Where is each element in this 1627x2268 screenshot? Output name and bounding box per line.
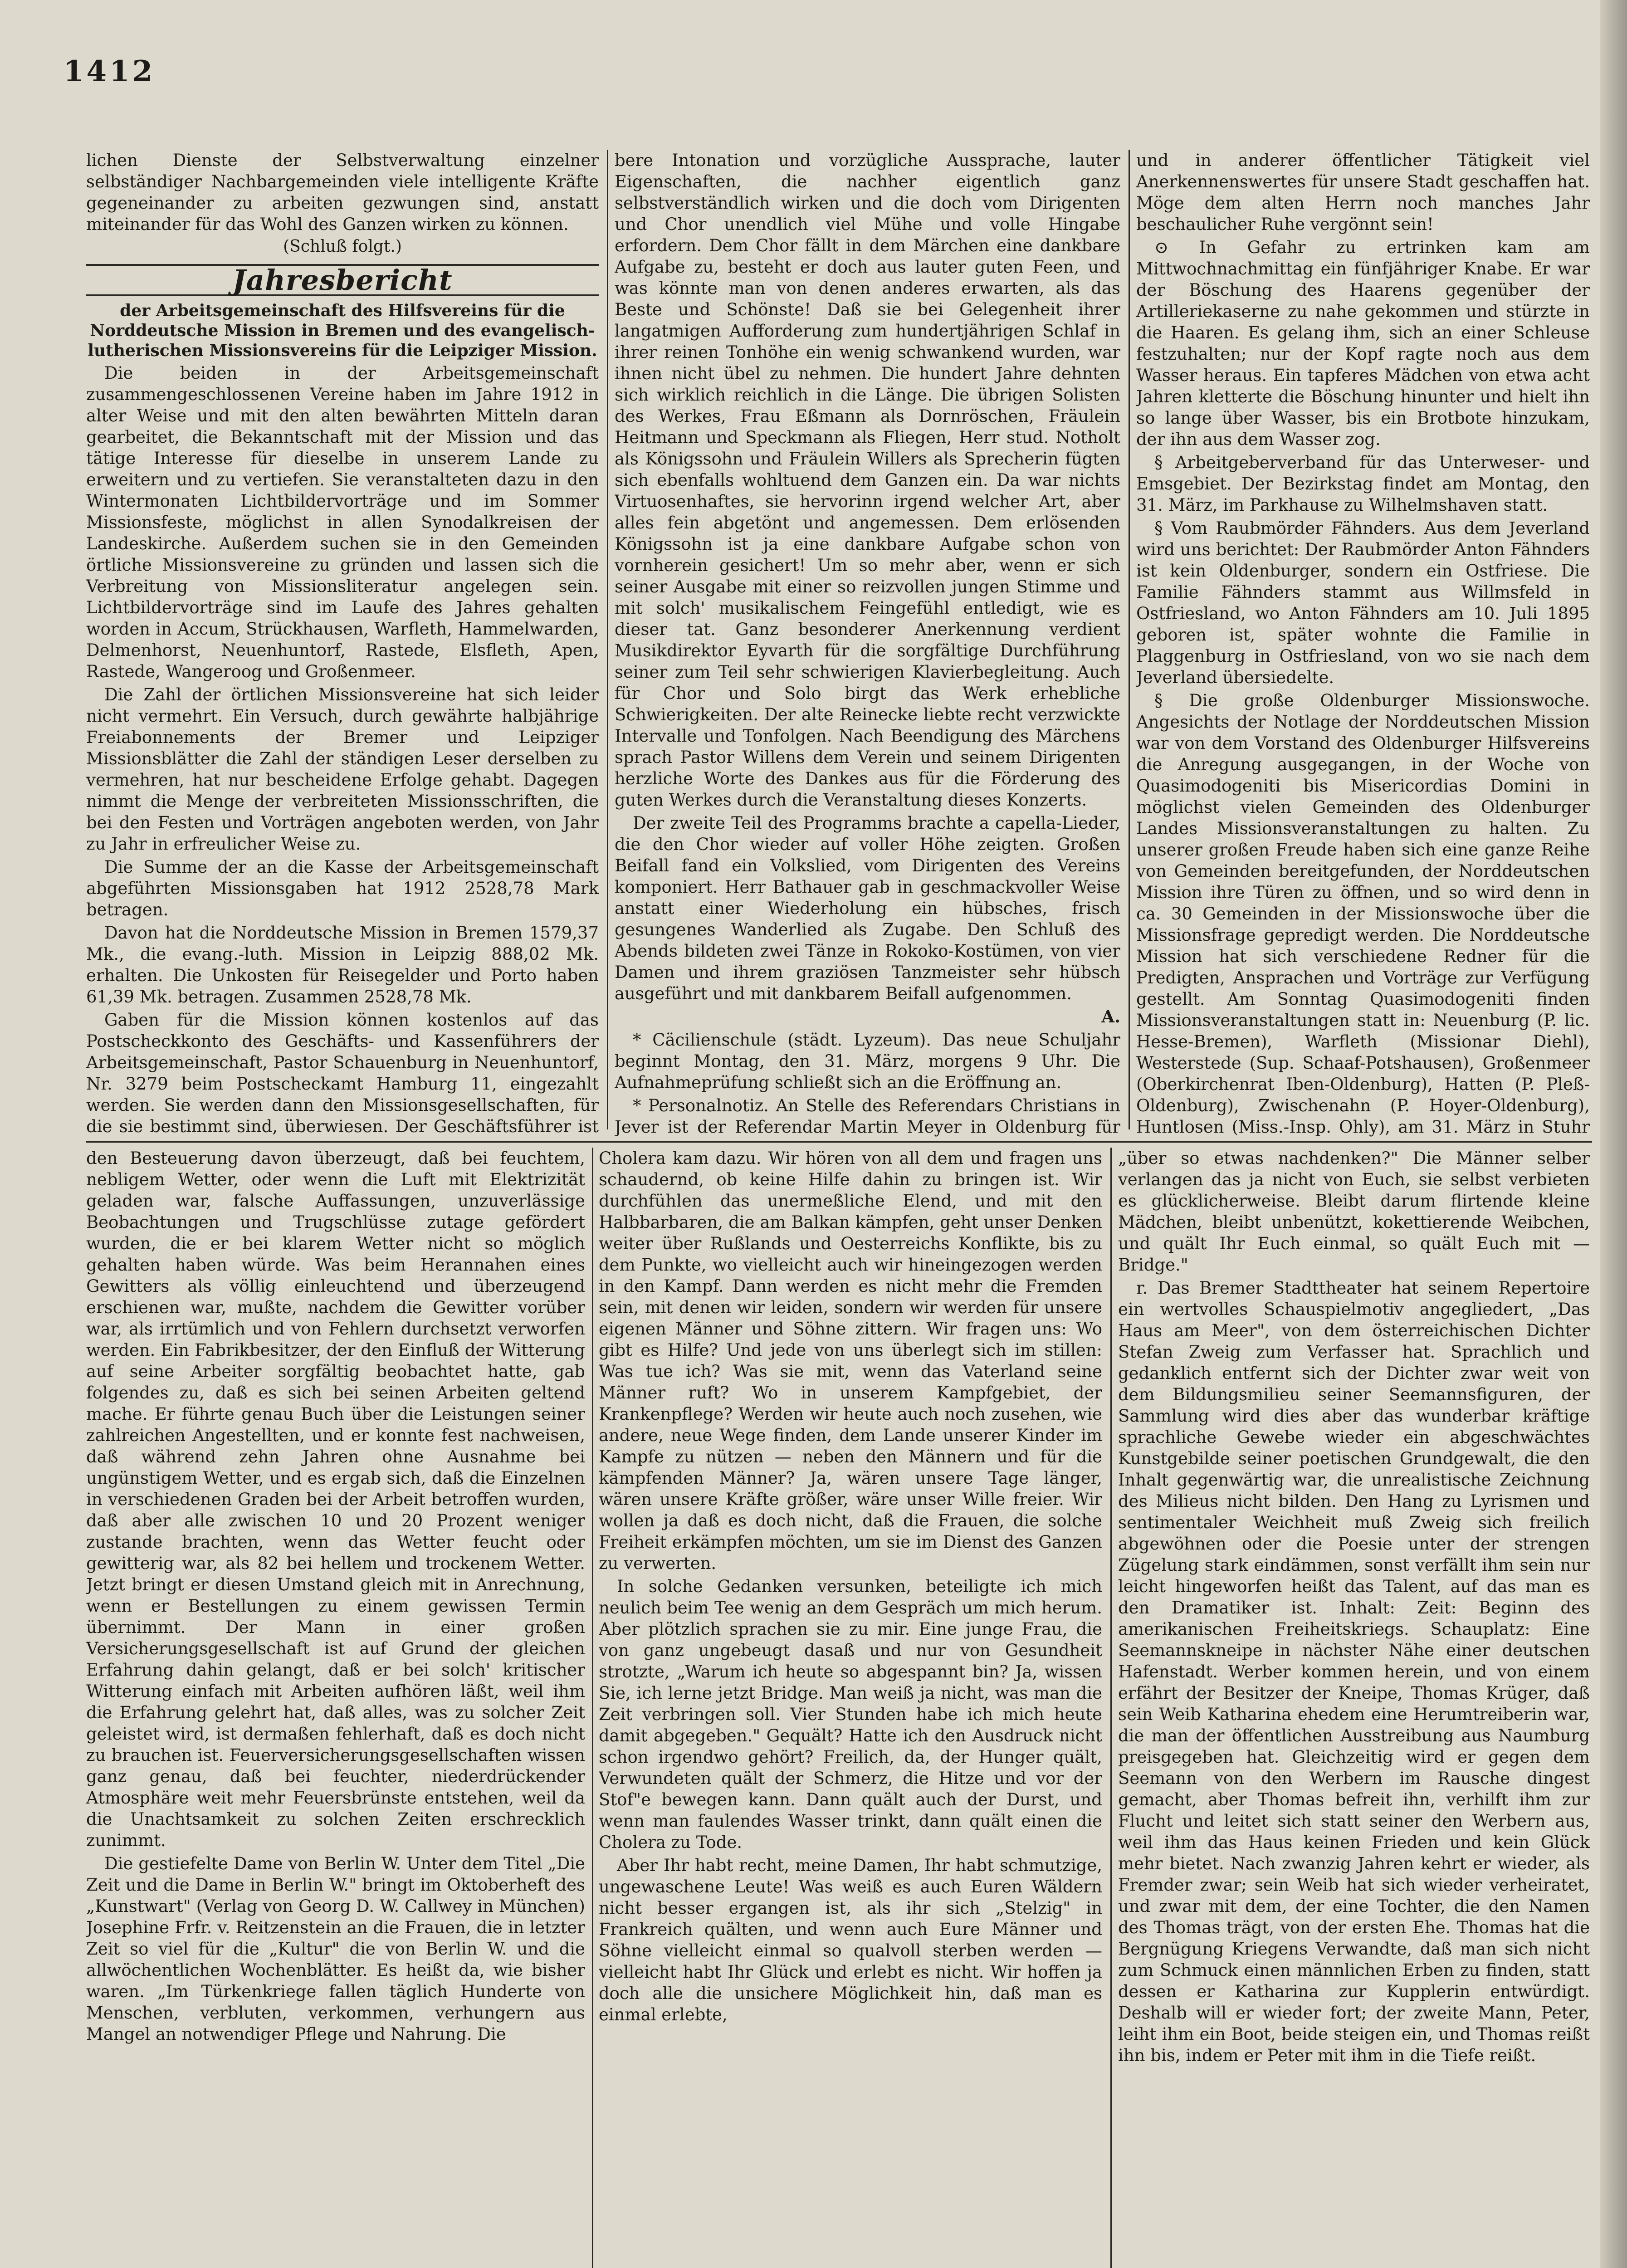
ertrinken-paragraph: ⊙ In Gefahr zu ertrinken kam am Mittwochnachmittag ein fünfjähriger Knabe. Er war der Böschung des Haarens gegenüber der Artilleriekaserne zu nahe gekommen und stürzte in die Haaren. Es gelang ihm, sich an einer Schleuse festzuhalten; nur der Kopf ragte noch aus dem Wasser heraus. Ein tapferes Mädchen von etwa acht Jahren kletterte die Böschung hinunter und hielt ihn so lange über Wasser, bis ein Brotbote hinzukam, der ihn aus dem Wasser zog.: [1136, 238, 1590, 449]
damen-paragraph: Aber Ihr habt recht, meine Damen, Ihr habt schmutzige, ungewaschene Leute! Was weiß es auch Euren Wäldern nicht besser ergangen ist, als ihr sich „Stelzig" in Frankreich quälten, und wenn auch Eure Männer und Söhne vielleicht einmal so qualvoll sterben werden — vielleicht habt Ihr Glück und erlebt es nicht. Wir hoffen ja doch alle die unsichere Möglichkeit hin, daß man es einmal erlebte,: [599, 1856, 1102, 2024]
report-paragraph-2: Die Zahl der örtlichen Missionsvereine hat sich leider nicht vermehrt. Ein Versuch, durch gewährte halbjährige Freiabonnements der Bremer und Leipziger Missionsblätter die Zahl der ständigen Leser derselben zu vermehren, hat nur bescheidene Erfolge gehabt. Dagegen nimmt die Menge der verbreiteten Missionsschriften, die bei den Festen und Vorträgen angeboten werden, von Jahr zu Jahr in erfreulicher Weise zu.: [86, 685, 599, 854]
report-paragraph-4: Davon hat die Norddeutsche Mission in Bremen 1579,37 Mk., die evang.-luth. Mission in Leipzig 888,02 Mk. erhalten. Die Unkosten für Reisegelder und Porto haben 61,39 Mk. betragen. Zusammen 2528,78 Mk.: [86, 923, 599, 1007]
report-paragraph-3: Die Summe der an die Kasse der Arbeitsgemeinschaft abgeführten Missionsgaben hat 1912 2528,78 Mark betragen.: [86, 857, 599, 919]
upper-column-2: [615, 150, 1120, 1139]
lower-column-divider-1: [592, 1148, 593, 2268]
program-paragraph: Der zweite Teil des Programms brachte a capella-Lieder, die den Chor wieder auf voller Höhe zeigten. Großen Beifall fand ein Volkslied, vom Dirigenten des Vereins komponiert. Herr Bathauer gab in geschmackvoller Weise anstatt einer Wiederholung ein hübsches, frisch gesungenes Wanderlied als Zugabe. Den Schluß des Abends bildeten zwei Tänze in Rokoko-Kostümen, von vier Damen und ihrem graziösen Tanzmeister sehr hübsch ausgeführt und mit dankbarem Beifall aufgenommen.: [615, 813, 1120, 1003]
report-title: Jahresbericht: [86, 264, 599, 296]
intro-paragraph: lichen Dienste der Selbstverwaltung einzelner selbständiger Nachbargemeinden viele intelligente Kräfte gegeneinander zu arbeiten gezwungen sind, anstatt miteinander für das Wohl des Ganzen wirken zu können.: [86, 151, 599, 234]
lower-column-divider-2: [1110, 1148, 1112, 2268]
missionswoche-paragraph: § Die große Oldenburger Missionswoche. Angesichts der Notlage der Norddeutschen Mission war von dem Vorstand des Oldenburger Hilfsvereins die Anregung ausgegangen, in der Woche von Quasimodogeniti bis Misericordias Domini in möglichst vielen Gemeinden des Oldenburger Landes Missionsveranstaltungen zu halten. Zu unserer großen Freude haben sich eine ganze Reihe von Gemeinden bereitgefunden, der Norddeutschen Mission ihre Türen zu öffnen, und so wird denn in ca. 30 Gemeinden in der Missionswoche über die Missionsfrage gepredigt werden. Die Norddeutsche Mission hat sich verschiedene Redner für die Predigten, Ansprachen und Vorträge zur Verfügung gestellt. Am Sonntag Quasimodogeniti finden Missionsveranstaltungen statt in: Neuenburg (P. lic. Hesse-Bremen), Warfleth (Missionar Diehl), Westerstede (Sup. Schaaf-Potshausen), Großenmeer (Oberkirchenrat Iben-Oldenburg), Hatten (P. Pleß-Oldenburg), Zwischenahn (P. Hoyer-Oldenburg), Huntlosen (Miss.-Insp. Ohly), am 31. März in Stuhr: [1136, 691, 1590, 1137]
bridge-paragraph: In solche Gedanken versunken, beteiligte ich mich neulich beim Tee wenig an dem Gespräch um mich herum. Aber plötzlich sprachen sie zu mir. Eine junge Frau, die von ganz ungebeugt dasaß und nur von Gesundheit strotzte, „Warum ich heute so abgespannt bin? Ja, wissen Sie, ich lerne jetzt Bridge. Man weiß ja nicht, was man die Zeit verbringen soll. Vier Stunden habe ich mich heute damit abgegeben." Gequält? Hatte ich den Ausdruck nicht schon irgendwo gehört? Freilich, da, der Hunger quält, Verwundeten quält der Schmerz, die Hitze und vor der Stof"e bewegen kann. Dann quält auch der Durst, und wenn man faulendes Wasser trinkt, dann quält einen die Cholera zu Tode.: [599, 1577, 1102, 1852]
feuilleton-rule: [86, 1141, 1592, 1143]
concert-paragraph-cont: bere Intonation und vorzügliche Aussprache, lauter Eigenschaften, die nachher eigentlich ganz selbstverständlich wirken und die doch vom Dirigenten und Chor unendlich viel Mühe und volle Hingabe erfordern. Dem Chor fällt in dem Märchen eine dankbare Aufgabe zu, besteht er doch aus lauter guten Feen, und was könnte man von denen anderes erwarten, als das Beste und Schönste! Daß sie bei Gelegenheit ihrer langatmigen Aufforderung zum hundertjährigen Schlaf in ihrer reinen Tonhöhe ein wenig schwankend wurden, war ihnen nicht übel zu nehmen. Die hundert Jahre dehnten sich wirklich reichlich in die Länge. Die übrigen Solisten des Werkes, Frau Eßmann als Dornröschen, Fräulein Heitmann und Speckmann als Fliegen, Herr stud. Notholt als Königssohn und Fräulein Willers als Sprecherin fügten sich ebenfalls wohltuend dem Ganzen ein. Da war nichts Virtuosenhaftes, sie hervorinn irgend welcher Art, aber alles fein abgetönt und angemessen. Dem erlösenden Königssohn ist ja eine dankbare Aufgabe schon von vornherein gesichert! Um so mehr aber, wenn er sich seiner Ausgabe mit einer so reizvollen jungen Stimme und mit solch' musikalischem Feingefühl entledigt, wie es dieser tat. Ganz besonderer Anerkennung verdient Musikdirektor Eyvarth für die sorgfältige Durchführung seiner zum Teil sehr schwierigen Klavierbegleitung. Auch für Chor und Solo birgt das Werk erhebliche Schwierigkeiten. Der alte Reinecke liebte recht verzwickte Intervalle und Tonfolgen. Nach Beendigung des Märchens sprach Pastor Willens dem Verein und seinem Dirigenten herzliche Worte des Dankes aus für die Förderung des guten Werkes durch die Veranstaltung dieses Konzerts.: [615, 151, 1120, 810]
lower-column-3: [1118, 1148, 1590, 2268]
bridge-ending-paragraph: „über so etwas nachdenken?" Die Männer selber verlangen das ja nicht von Euch, sie selbst verbieten es glücklicherweise. Bleibt darum flirtende kleine Mädchen, bleibt unbenützt, kokettierende Weibchen, und quält Ihr Euch einmal, so quält Euch mit — Bridge.": [1118, 1149, 1590, 1275]
report-paragraph-1: Die beiden in der Arbeitsgemeinschaft zusammengeschlossenen Vereine haben im Jahre 1912 in alter Weise und mit den alten bewährten Mitteln daran gearbeitet, die Bekanntschaft mit der Mission und das tätige Interesse für dieselbe in unserem Lande zu erweitern und zu vertiefen. Sie veranstalteten dazu in den Wintermonaten Lichtbildervorträge und im Sommer Missionsfeste, möglichst in allen Synodalkreisen der Landeskirche. Außerdem suchen sie in den Gemeinden örtliche Missionsvereine zu gründen und lassen sich die Verbreitung von Missionsliteratur angelegen sein. Lichtbildervorträge sind im Laufe des Jahres gehalten worden in Accum, Strückhausen, Warfleth, Hammelwarden, Delmenhorst, Neuenhuntorf, Rastede, Elsfleth, Apen, Rastede, Wangeroog und Großenmeer.: [86, 363, 599, 681]
stadttheater-paragraph: r. Das Bremer Stadttheater hat seinem Repertoire ein wertvolles Schauspielmotiv angegliedert, „Das Haus am Meer", von dem österreichischen Dichter Stefan Zweig zum Verfasser hat. Sprachlich und gedanklich entfernt sich der Dichter zwar weit von dem Bildungsmilieu seiner Seemannsfiguren, der Sammlung wird dies aber das wunderbar kräftige sprachliche Gewebe wieder ein abgeschwächtes Kunstgebilde seiner poetischen Grundgewalt, die den Inhalt gegenwärtig war, die unrealistische Zeichnung des Milieus nicht bilden. Den Hang zu Lyrismen und sentimentaler Weichheit muß Zweig sich freilich abgewöhnen oder die Poesie unter der strengen Zügelung stark eindämmen, sonst verfällt ihm sein nur leicht hingeworfen heißt das Talent, auf das man es den Dramatiker ist. Inhalt: Zeit: Beginn des amerikanischen Freiheitskriegs. Schauplatz: Eine Seemannskneipe in nächster Nähe einer deutschen Hafenstadt. Werber kommen herein, und von einem erfährt der Besitzer der Kneipe, Thomas Krüger, daß sein Weib Katharina ehedem eine Herumtreiberin war, die man der öffentlichen Ausstreibung aus Naumburg preisgegeben hat. Gleichzeitig wird er gegen dem Seemann von den Werbern im Rausche dingest gemacht, aber Thomas befreit ihn, verhilft ihm zur Flucht und leitet sich statt seiner den Werbern aus, weil ihm das Haus keinen Frieden und kein Glück mehr bietet. Nach zwanzig Jahren kehrt er wieder, als Fremder zwar; sein Weib hat sich wieder verheiratet, und zwar mit dem, der eine Tochter, die den Namen des Thomas trägt, von der ersten Ehe. Thomas hat die Bergnügung Kriegens Verwandte, daß man sich nicht zum Schmuck einen männlichen Erben zu finden, statt dessen er Katharina zur Kupplerin entwürdigt. Deshalb will er wieder fort; der zweite Mann, Peter, leiht ihm ein Boot, beide steigen ein, und Thomas reißt ihn bis, indem er Peter mit ihm in die Tiefe reißt.: [1118, 1278, 1590, 2065]
concert-signature: A.: [1101, 1007, 1120, 1026]
geburtstag-paragraph-cont: und in anderer öffentlicher Tätigkeit viel Anerkennenswertes für unsere Stadt geschaffen hat. Möge dem alten Herrn noch manches Jahr beschaulicher Ruhe vergönnt sein!: [1136, 151, 1590, 234]
arbeitgeberverband-paragraph: § Arbeitgeberverband für das Unterweser- und Emsgebiet. Der Bezirkstag findet am Montag, den 31. März, im Parkhause zu Wilhelmshaven statt.: [1136, 453, 1590, 515]
personalnotiz-paragraph: * Personalnotiz. An Stelle des Referendars Christians in Jever ist der Referendar Martin Meyer in Oldenburg für: [615, 1096, 1120, 1137]
caecilienschule-paragraph: * Cäcilienschule (städt. Lyzeum). Das neue Schuljahr beginnt Montag, den 31. März, morgens 9 Uhr. Die Aufnahmeprüfung schließt sich an die Eröffnung an.: [615, 1030, 1120, 1092]
wetter-paragraph: den Besteuerung davon überzeugt, daß bei feuchtem, nebligem Wetter, oder wenn die Luft mit Elektrizität geladen war, falsche Auffassungen, unzuverlässige Beobachtungen und Trugschlüsse zutage gefördert wurden, die er bei klarem Wetter nicht so möglich gehalten haben würde. Was beim Herannahen eines Gewitters als völlig einleuchtend und überzeugend erschienen war, mußte, nachdem die Gewitter vorüber war, als irrtümlich und von Fehlern durchsetzt verworfen werden. Ein Fabrikbesitzer, der den Einfluß der Witterung auf seine Arbeiter sorgfältig beobachtet hatte, gab folgendes zu, daß es sich bei seinen Arbeiten geltend mache. Er führte genau Buch über die Leistungen seiner zahlreichen Angestellten, und er konnte fest nachweisen, daß während zehn Jahren ohne Ausnahme bei ungünstigem Wetter, und es ergab sich, daß die Einzelnen in verschiedenen Graden bei der Arbeit betroffen wurden, daß aber alle zwischen 10 und 20 Prozent weniger zustande brachten, wenn das Wetter feucht oder gewitterig war, als 82 bei hellem und trockenem Wetter. Jetzt bringt er diesen Umstand gleich mit in Anrechnung, wenn er Bestellungen zu einem gewissen Termin übernimmt. Der Mann in einer großen Versicherungsgesellschaft ist auf Grund der gleichen Erfahrung dahin gelangt, daß er bei solch' kritischer Witterung einfach mit Arbeiten aufhören läßt, weil ihm die Erfahrung gelehrt hat, daß alles, was zu solcher Zeit geleistet wird, ist dermaßen fehlerhaft, daß es doch nicht zu brauchen ist. Feuerversicherungsgesellschaften wissen ganz genau, daß bei feuchter, niederdrückender Atmosphäre weit mehr Feuersbrünste entstehen, weil da die Unachtsamkeit zu solchen Zeiten erschrecklich zunimmt.: [86, 1149, 585, 1850]
lower-column-2: [599, 1148, 1102, 2268]
report-subhead: der Arbeitsgemeinschaft des Hilfsvereins für die Norddeutsche Mission in Bremen und des evangelisch-lutherischen Missionsvereins für die Leipziger Mission.: [88, 301, 597, 360]
page-edge-shadow: [1600, 0, 1627, 2268]
intro-end-note: (Schluß folgt.): [283, 237, 402, 256]
cholera-paragraph: Cholera kam dazu. Wir hören von all dem und fragen uns schaudernd, ob keine Hilfe dahin zu bringen ist. Wir durchfühlen das unermeßliche Elend, und mit den Halbbarbaren, die am Balkan kämpfen, geht unser Denken weiter über Rußlands und Oesterreichs Konflikte, bis zu dem Punkte, wo vielleicht auch wir hineingezogen werden in den Kampf. Dann werden es nicht mehr die Fremden sein, mit denen wir leiden, sondern wir werden für unsere eigenen Männer und Söhne zittern. Wir fragen uns: Wo gibt es Hilfe? Und jede von uns überlegt sich im stillen: Was tue ich? Was sie mit, wenn das Vaterland seine Männer ruft? Wo in unserem Kampfgebiet, der Krankenpflege? Werden wir heute auch noch zusehen, wie andere, neue Wege finden, dem Lande unserer Kinder im Kampfe zu nützen — neben den Männern und für die kämpfenden Männer? Ja, wären unsere Tage länger, wären unsere Kräfte größer, wäre unser Wille freier. Wir wollen ja daß es doch nicht, daß die Frauen, die solche Freiheit erkämpfen möchten, um sie im Dienst des Ganzen zu verwerten.: [599, 1149, 1102, 1573]
upper-column-3: [1136, 150, 1590, 1139]
dame-berlin-paragraph: Die gestiefelte Dame von Berlin W. Unter dem Titel „Die Zeit und die Dame in Berlin W." bringt im Oktoberheft des „Kunstwart" (Verlag von Georg D. W. Callwey in München) Josephine Frfr. v. Reitzenstein an die Frauen, die in letzter Zeit so viel für die „Kultur" die von Berlin W. und die allwöchentlichen Wochenblätter. Es heißt da, wie bisher waren. „Im Türkenkriege fallen täglich Hunderte von Menschen, verbluten, verkommen, verhungern aus Mangel an notwendiger Pflege und Nahrung. Die: [86, 1854, 585, 2044]
lower-column-1: [86, 1148, 585, 2268]
page-number: 1412: [64, 54, 156, 88]
column-divider-2: [1129, 150, 1130, 1129]
column-divider-1: [607, 150, 608, 1129]
upper-column-1: [86, 150, 599, 1139]
report-paragraph-5: Gaben für die Mission können kostenlos auf das Postscheckkonto des Geschäfts- und Kassenführers der Arbeitsgemeinschaft, Pastor Schauenburg in Neuenhuntorf, Nr. 3279 beim Postscheckamt Hamburg 11, eingezahlt werden. Sie werden dann den Missionsgesellschaften, für die sie bestimmt sind, überwiesen. Der Geschäftsführer ist: [86, 1010, 599, 1136]
raubmoerder-paragraph: § Vom Raubmörder Fähnders. Aus dem Jeverland wird uns berichtet: Der Raubmörder Anton Fähnders ist kein Oldenburger, sondern ein Ostfriese. Die Familie Fähnders stammt aus Willmsfeld in Ostfriesland, wo Anton Fähnders am 10. Juli 1895 geboren ist, später wohnte die Familie in Plaggenburg in Ostfriesland, von wo sie nach dem Jeverland übersiedelte.: [1136, 518, 1590, 687]
